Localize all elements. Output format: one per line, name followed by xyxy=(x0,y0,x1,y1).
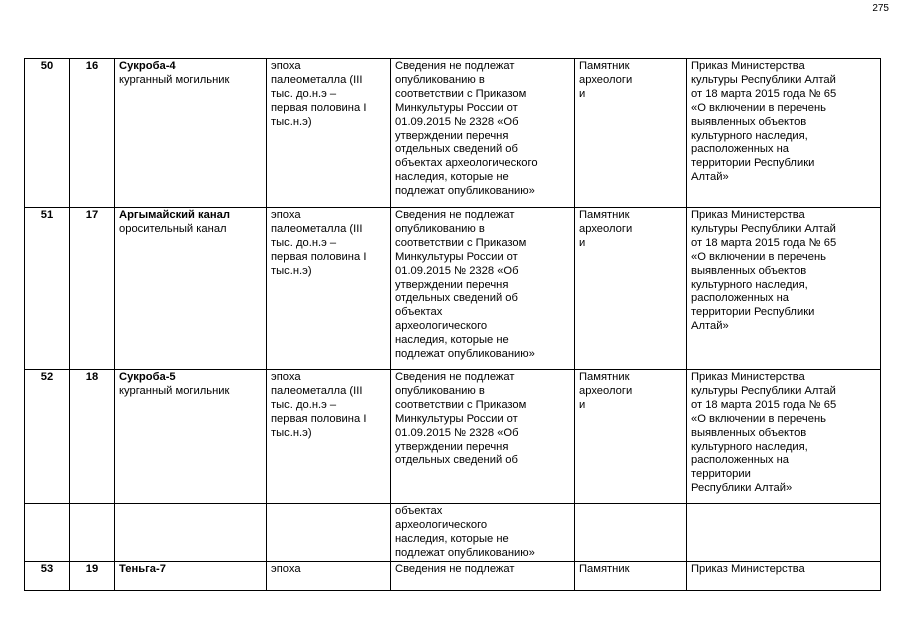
location-info-line: наследия, которые не xyxy=(395,532,509,545)
legal-act-line: Приказ Министерства xyxy=(691,60,805,72)
dating-line: тыс. до.н.э – xyxy=(271,398,337,411)
location-info-line: 01.09.2015 № 2328 «Об xyxy=(395,115,519,128)
legal-act-cell xyxy=(687,504,881,562)
location-info-cell xyxy=(391,59,575,208)
dating-line: тыс.н.э) xyxy=(271,426,312,439)
legal-act-line: «О включении в перечень xyxy=(691,101,826,114)
category-line: и xyxy=(579,87,586,100)
category-cell xyxy=(575,208,687,370)
legal-act-line: Приказ Министерства xyxy=(691,209,805,221)
category-cell xyxy=(575,561,687,590)
legal-act-line: культурного наследия, xyxy=(691,278,808,291)
category-line: археологи xyxy=(579,384,633,397)
row-number-cell xyxy=(25,504,70,562)
row-subnumber: 18 xyxy=(85,371,99,383)
location-info-line: объектах археологического xyxy=(395,157,538,170)
object-title: Сукроба-4 xyxy=(119,60,176,72)
category-line: Памятник xyxy=(579,60,630,72)
category-cell xyxy=(575,504,687,562)
location-info-line: Сведения не подлежат xyxy=(395,562,515,575)
location-info-line: 01.09.2015 № 2328 «Об xyxy=(395,426,519,439)
legal-act-line: культуры Республики Алтай xyxy=(691,222,836,235)
category-cell xyxy=(575,370,687,504)
location-info-line: подлежат опубликованию» xyxy=(395,348,535,361)
location-info-line: Минкультуры России от xyxy=(395,101,518,114)
legal-act-line: культуры Республики Алтай xyxy=(691,73,836,86)
dating-line: эпоха xyxy=(271,209,301,221)
dating-cell xyxy=(267,208,391,370)
location-info-line: соответствии с Приказом xyxy=(395,398,527,411)
location-info-line: отдельных сведений об xyxy=(395,143,518,156)
legal-act-line: Алтай» xyxy=(691,171,729,184)
dating-line: первая половина I xyxy=(271,250,367,263)
dating-cell xyxy=(267,561,391,590)
legal-act-line: от 18 марта 2015 года № 65 xyxy=(691,398,837,411)
legal-act-cell xyxy=(687,370,881,504)
legal-act-line: Приказ Министерства xyxy=(691,371,805,383)
row-subnumber-cell xyxy=(70,561,115,590)
location-info-line: соответствии с Приказом xyxy=(395,236,527,249)
object-name-cell xyxy=(115,59,267,208)
category-line: и xyxy=(579,398,586,411)
legal-act-line: Алтай» xyxy=(691,320,729,333)
object-name-cell xyxy=(115,370,267,504)
legal-act-cell xyxy=(687,59,881,208)
row-number: 52 xyxy=(40,371,54,383)
row-number: 53 xyxy=(40,562,54,575)
row-number-cell xyxy=(25,561,70,590)
row-number: 51 xyxy=(40,209,54,221)
legal-act-cell xyxy=(687,561,881,590)
legal-act-line: расположенных на xyxy=(691,143,790,156)
legal-act-line: «О включении в перечень xyxy=(691,250,826,263)
dating-line: первая половина I xyxy=(271,412,367,425)
location-info-line: утверждении перечня xyxy=(395,440,509,453)
dating-line: палеометалла (III xyxy=(271,73,363,86)
legal-act-line: территории Республики xyxy=(691,306,815,319)
legal-act-line: от 18 марта 2015 года № 65 xyxy=(691,87,837,100)
object-type: курганный могильник xyxy=(119,384,230,397)
table-row xyxy=(25,370,881,504)
dating-line: палеометалла (III xyxy=(271,222,363,235)
legal-act-line: культурного наследия, xyxy=(691,440,808,453)
legal-act-line: расположенных на xyxy=(691,454,790,467)
dating-line: эпоха xyxy=(271,60,301,72)
table-row xyxy=(25,561,881,590)
category-line: археологи xyxy=(579,73,633,86)
row-number-cell xyxy=(25,208,70,370)
location-info-line: Сведения не подлежат xyxy=(395,60,515,72)
location-info-line: опубликованию в xyxy=(395,222,485,235)
legal-act-line: от 18 марта 2015 года № 65 xyxy=(691,236,837,249)
legal-act-line: Республики Алтай» xyxy=(691,482,793,495)
page-number: 275 xyxy=(872,3,889,14)
object-name-cell xyxy=(115,504,267,562)
legal-act-line: выявленных объектов xyxy=(691,426,807,439)
location-info-line: утверждении перечня xyxy=(395,129,509,142)
dating-line: тыс.н.э) xyxy=(271,115,312,128)
legal-act-line: «О включении в перечень xyxy=(691,412,826,425)
location-info-cell xyxy=(391,561,575,590)
row-subnumber-cell xyxy=(70,59,115,208)
row-number: 50 xyxy=(40,60,54,72)
object-type: курганный могильник xyxy=(119,73,230,86)
row-subnumber-cell xyxy=(70,370,115,504)
legal-act-line: расположенных на xyxy=(691,292,790,305)
location-info-line: археологического xyxy=(395,320,488,333)
row-number-cell xyxy=(25,59,70,208)
object-title: Сукроба-5 xyxy=(119,371,176,383)
row-subnumber: 16 xyxy=(85,60,99,72)
legal-act-line: культуры Республики Алтай xyxy=(691,384,836,397)
location-info-line: Сведения не подлежат xyxy=(395,209,515,221)
location-info-cell xyxy=(391,370,575,504)
location-info-line: археологического xyxy=(395,518,488,531)
table-row xyxy=(25,208,881,370)
location-info-line: Сведения не подлежат xyxy=(395,371,515,383)
category-line: археологи xyxy=(579,222,633,235)
table-row xyxy=(25,504,881,562)
location-info-line: объектах xyxy=(395,306,443,319)
location-info-line: опубликованию в xyxy=(395,73,485,86)
object-name-cell xyxy=(115,208,267,370)
dating-line: тыс. до.н.э – xyxy=(271,87,337,100)
location-info-line: отдельных сведений об xyxy=(395,454,518,467)
category-cell xyxy=(575,59,687,208)
legal-act-line: выявленных объектов xyxy=(691,115,807,128)
location-info-line: Минкультуры России от xyxy=(395,250,518,263)
location-info-line: подлежат опубликованию» xyxy=(395,546,535,559)
dating-line: палеометалла (III xyxy=(271,384,363,397)
category-line: Памятник xyxy=(579,209,630,221)
location-info-cell xyxy=(391,208,575,370)
row-subnumber: 17 xyxy=(85,209,99,221)
legal-act-line: выявленных объектов xyxy=(691,264,807,277)
category-line: Памятник xyxy=(579,562,630,575)
row-number-cell xyxy=(25,370,70,504)
row-subnumber: 19 xyxy=(85,562,99,575)
location-info-line: утверждении перечня xyxy=(395,278,509,291)
object-name-cell xyxy=(115,561,267,590)
dating-line: тыс. до.н.э – xyxy=(271,236,337,249)
dating-line: эпоха xyxy=(271,371,301,383)
legal-act-line: культурного наследия, xyxy=(691,129,808,142)
category-line: и xyxy=(579,236,586,249)
legal-act-line: Приказ Министерства xyxy=(691,562,805,575)
legal-act-cell xyxy=(687,208,881,370)
location-info-line: соответствии с Приказом xyxy=(395,87,527,100)
location-info-line: 01.09.2015 № 2328 «Об xyxy=(395,264,519,277)
location-info-line: опубликованию в xyxy=(395,384,485,397)
dating-line: тыс.н.э) xyxy=(271,264,312,277)
location-info-line: отдельных сведений об xyxy=(395,292,518,305)
monuments-table xyxy=(24,58,881,591)
dating-line: первая половина I xyxy=(271,101,367,114)
object-type: оросительный канал xyxy=(119,222,227,235)
object-title: Аргымайский канал xyxy=(119,209,230,221)
dating-cell xyxy=(267,370,391,504)
row-subnumber-cell xyxy=(70,208,115,370)
location-info-line: Минкультуры России от xyxy=(395,412,518,425)
dating-cell xyxy=(267,59,391,208)
location-info-line: наследия, которые не xyxy=(395,334,509,347)
location-info-line: наследия, которые не xyxy=(395,171,509,184)
row-subnumber-cell xyxy=(70,504,115,562)
location-info-cell xyxy=(391,504,575,562)
legal-act-line: территории xyxy=(691,468,751,481)
dating-cell xyxy=(267,504,391,562)
object-title: Теньга-7 xyxy=(119,562,166,575)
legal-act-line: территории Республики xyxy=(691,157,815,170)
location-info-line: объектах xyxy=(395,505,443,517)
location-info-line: подлежат опубликованию» xyxy=(395,185,535,198)
category-line: Памятник xyxy=(579,371,630,383)
table-row xyxy=(25,59,881,208)
dating-line: эпоха xyxy=(271,562,301,575)
